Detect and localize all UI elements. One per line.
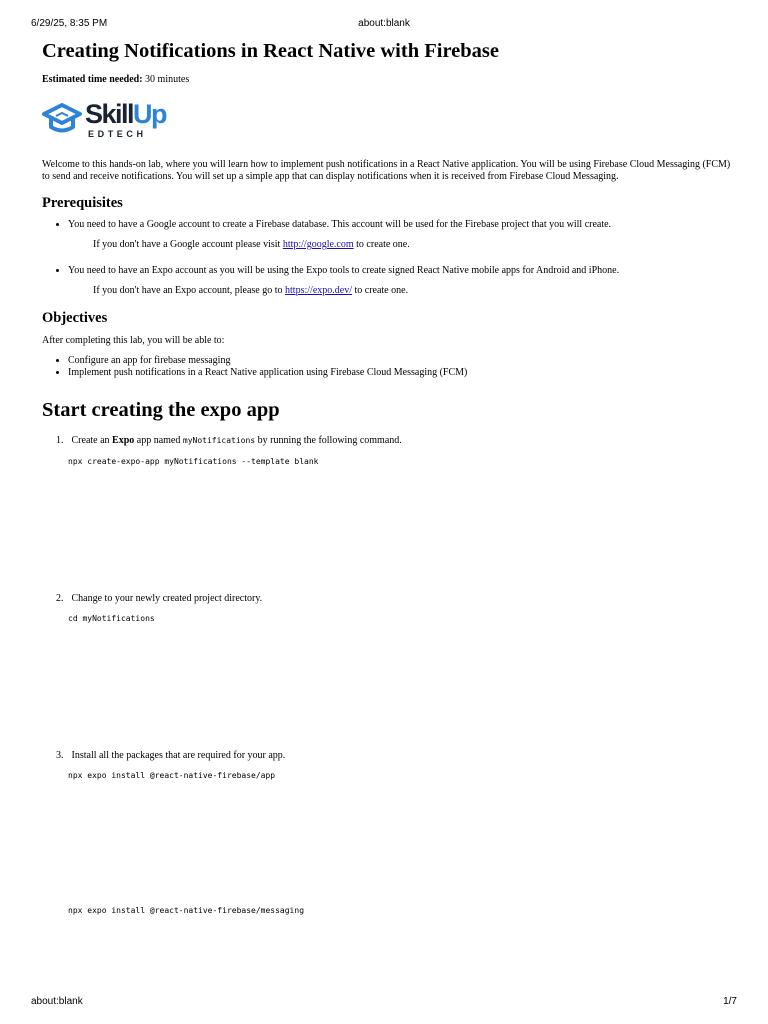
step-number: 3. [56, 750, 64, 761]
logo-word-skill: Skill [85, 99, 134, 129]
objectives-list [42, 355, 732, 378]
code-block[interactable] [68, 456, 318, 467]
step-text: Change to your newly created project directory. [71, 593, 263, 604]
step-3 [56, 749, 285, 762]
code-block[interactable] [68, 905, 304, 916]
code-line: npx create-expo-app myNotifications --template blank [68, 457, 319, 466]
prerequisite-item [68, 264, 732, 297]
step-inline-code: myNotifications [182, 436, 256, 445]
step-2 [56, 592, 262, 605]
intro-paragraph: Welcome to this hands-on lab, where you will learn how to implement push notifications in a React Native application. You will be using Firebase Cloud Messaging (FCM) to send and receive notifications. You will set up a simple app that can display notifications when it is received from Firebase Cloud Messaging. [42, 159, 731, 182]
prerequisite-note [93, 238, 732, 251]
section-heading: Start creating the expo app [42, 399, 280, 421]
step-text: Create an [71, 435, 113, 446]
footer-page-url: about:blank [31, 996, 83, 1007]
prerequisite-text: You need to have a Google account to create a Firebase database. This account will be used for the Firebase project that you will create. [68, 219, 612, 230]
step-text: app named [134, 435, 183, 446]
code-block[interactable] [68, 770, 275, 781]
note-text: to create one. [351, 285, 409, 296]
page-title: Creating Notifications in React Native with Firebase [42, 40, 500, 62]
step-text: Install all the packages that are required for your app. [71, 750, 286, 761]
objective-item: • Configure an app for firebase messaging [68, 355, 732, 367]
objective-item: • Implement push notifications in a React Native application using Firebase Cloud Messaging (FCM) [68, 367, 732, 379]
document-body [42, 38, 732, 422]
prerequisites-list [42, 218, 732, 297]
logo-word-up: Up [133, 99, 167, 129]
print-header [31, 18, 737, 32]
code-line: npx expo install @react-native-firebase/app [68, 771, 276, 780]
print-page-url: about:blank [358, 18, 410, 29]
logo-subtitle: EDTECH [88, 129, 147, 139]
prerequisite-note [93, 284, 732, 297]
estimated-time-label: Estimated time needed: [42, 74, 143, 85]
estimated-time-value: 30 minutes [145, 74, 190, 85]
prerequisite-item [68, 218, 732, 251]
code-line: npx expo install @react-native-firebase/messaging [68, 906, 305, 915]
objectives-intro: After completing this lab, you will be able to: [42, 335, 225, 346]
step-text: by running the following command. [255, 435, 402, 446]
note-text: to create one. [353, 239, 410, 250]
code-line: cd myNotifications [68, 614, 155, 623]
step-number: 1. [56, 435, 64, 446]
prerequisite-text: You need to have an Expo account as you will be using the Expo tools to create signed React Native mobile apps for Android and iPhone. [68, 265, 620, 276]
page-counter: 1/7 [723, 996, 737, 1007]
graduation-cap-icon [42, 102, 86, 136]
prerequisites-heading: Prerequisites [42, 195, 123, 211]
step-1 [56, 434, 402, 447]
print-footer [31, 996, 737, 1010]
estimated-time [42, 73, 732, 86]
note-text: If you don't have an Expo account, please go to [93, 285, 286, 296]
logo-wordmark [85, 99, 166, 129]
objectives-heading: Objectives [42, 310, 108, 326]
step-bold: Expo [112, 435, 135, 446]
note-text: If you don't have a Google account please visit [93, 239, 283, 250]
print-datetime: 6/29/25, 8:35 PM [31, 18, 108, 29]
code-block[interactable] [68, 613, 155, 624]
google-link[interactable]: http://google.com [282, 239, 354, 250]
skillup-logo [42, 99, 732, 142]
expo-link[interactable]: https://expo.dev/ [285, 285, 352, 296]
step-number: 2. [56, 593, 64, 604]
